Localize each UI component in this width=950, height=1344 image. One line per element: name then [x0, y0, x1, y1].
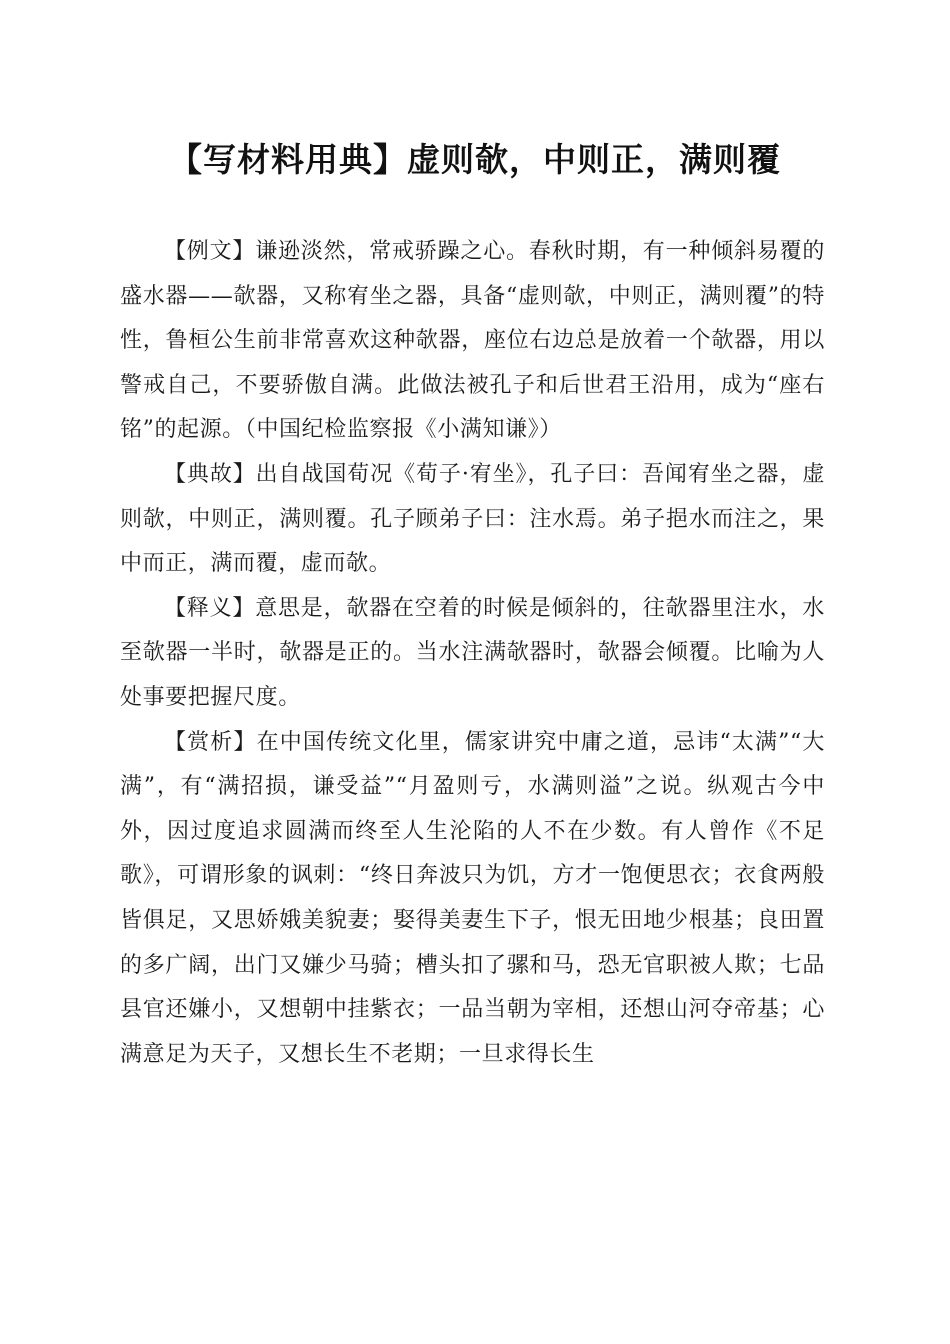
paragraph-appreciation: [120, 721, 825, 1078]
paragraph-example: [120, 230, 825, 453]
paragraph-meaning: [120, 587, 825, 721]
paragraph-tag: 【例文】: [164, 239, 256, 264]
paragraph-tag: 【典故】: [164, 461, 256, 487]
paragraph-tag: 【赏析】: [164, 729, 257, 755]
document-title: 【写材料用典】虚则欹，中则正，满则覆: [169, 140, 781, 179]
paragraph-text: 出自战国荀况《荀子·宥坐》，孔子曰：吾闻宥坐之器，虚则欹，中则正，满则覆。孔子顾弟子曰：注水焉。弟子挹水而注之，果中而正，满而覆，虚而欹。: [120, 461, 825, 577]
paragraph-text: 在中国传统文化里，儒家讲究中庸之道，忌讳“太满”“大满”，有“满招损，谦受益”“月盈则亏，水满则溢”之说。纵观古今中外，因过度追求圆满而终至人生沦陷的人不在少数。有人曾作《不足歌》，可谓形象的讽刺：“终日奔波只为饥，方才一饱便思衣；衣食两般皆俱足，又思娇娥美貌妻；娶得美妻生下子，恨无田地少根基；良田置的多广阔，出门又嫌少马骑；槽头扣了骡和马，恐无官职被人欺；七品县官还嫌小，又想朝中挂紫衣；一品当朝为宰相，还想山河夺帝基；心满意足为天子，又想长生不老期；一旦求得长生: [120, 729, 826, 1067]
paragraph-allusion: [120, 453, 825, 587]
paragraph-tag: 【释义】: [164, 595, 256, 621]
document-body: [120, 230, 825, 1077]
paragraph-text: 意思是，欹器在空着的时候是倾斜的，往欹器里注水，水至欹器一半时，欹器是正的。当水注满欹器时，欹器会倾覆。比喻为人处事要把握尺度。: [120, 595, 825, 710]
paragraph-text: 谦逊淡然，常戒骄躁之心。春秋时期，有一种倾斜易覆的盛水器——欹器，又称宥坐之器，具备“虚则欹，中则正，满则覆”的特性，鲁桓公生前非常喜欢这种欹器，座位右边总是放着一个欹器，用以警戒自己，不要骄傲自满。此做法被孔子和后世君王沿用，成为“座右铭”的起源。（中国纪检监察报《小满知谦》）: [120, 239, 825, 443]
